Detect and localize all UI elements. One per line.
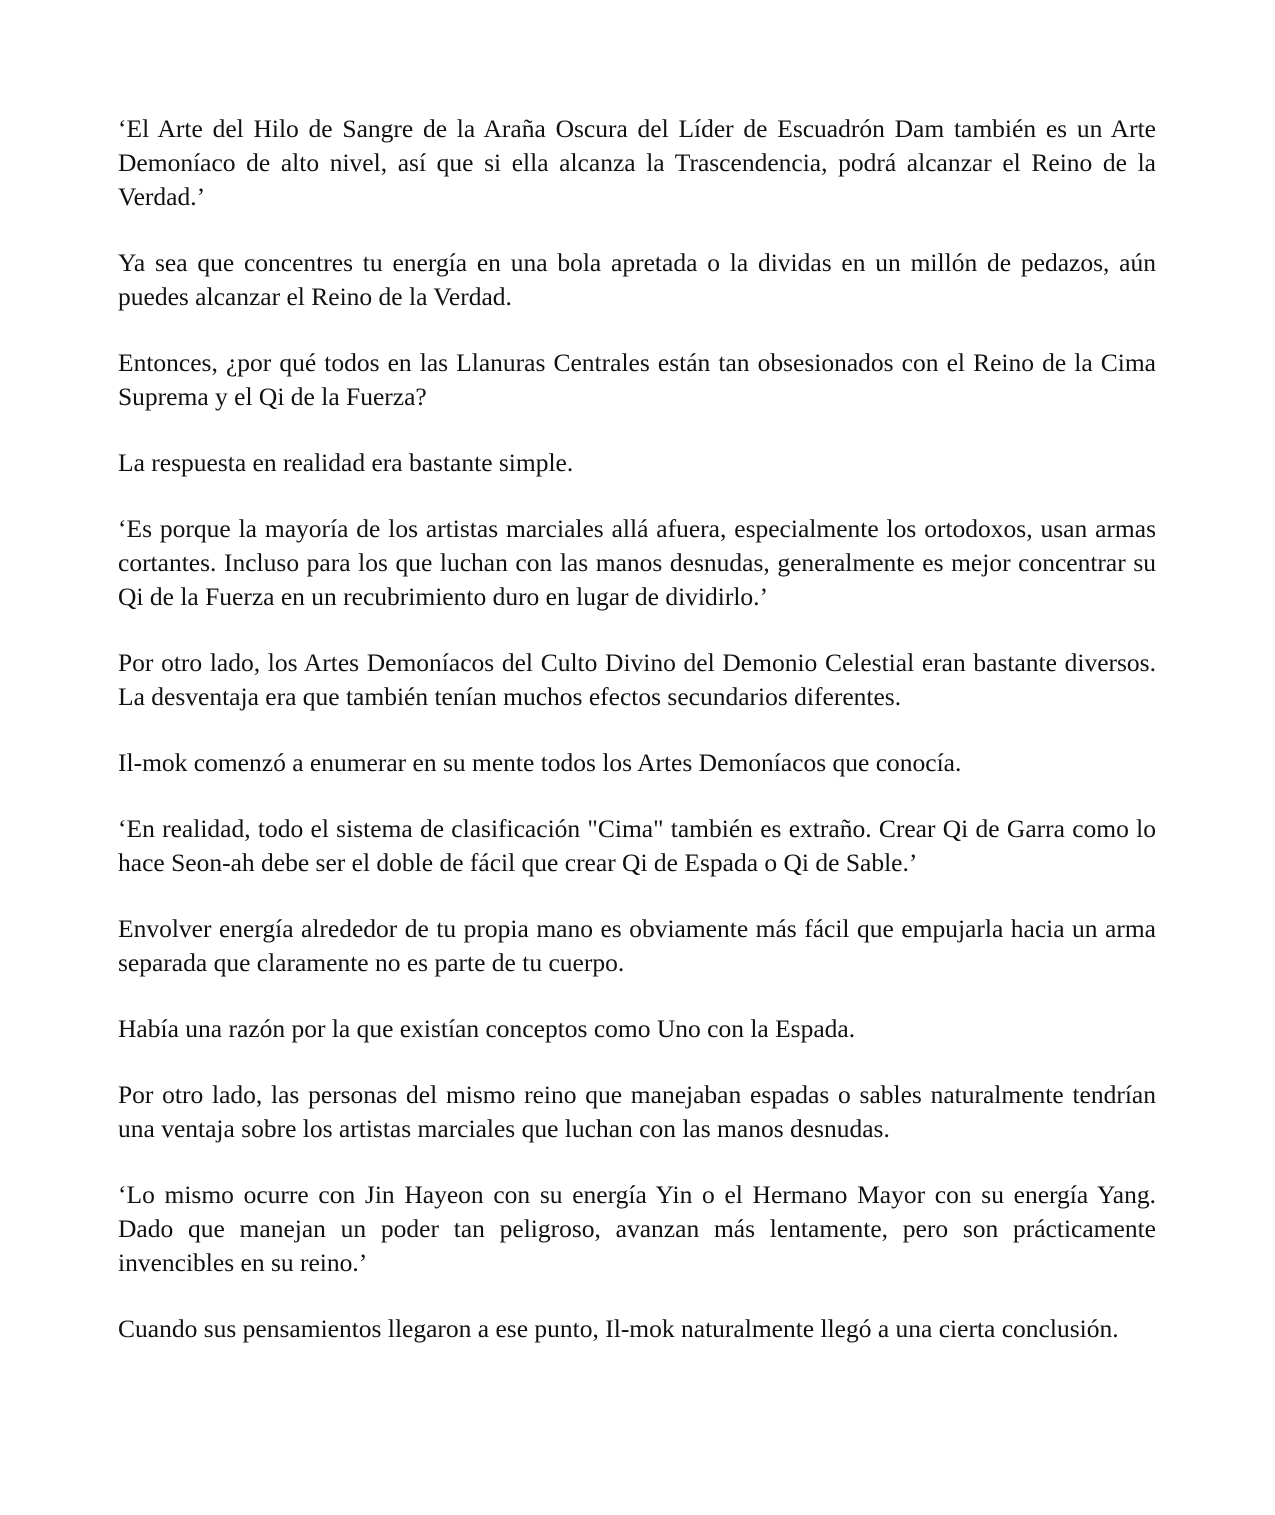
paragraph-7: Il-mok comenzó a enumerar en su mente todos los Artes Demoníacos que conocía. (118, 748, 962, 777)
paragraph-12: ‘Lo mismo ocurre con Jin Hayeon con su energía Yin o el Hermano Mayor con su energía Yang. Dado que manejan un poder tan peligroso, avanzan más lentamente, pero son prácticamente invencibles en su reino.’ (118, 1180, 1156, 1277)
paragraph-10: Había una razón por la que existían conceptos como Uno con la Espada. (118, 1014, 856, 1043)
paragraph-13: Cuando sus pensamientos llegaron a ese punto, Il-mok naturalmente llegó a una cierta conclusión. (118, 1314, 1119, 1343)
document-page (118, 112, 1156, 1346)
paragraph-9: Envolver energía alrededor de tu propia mano es obviamente más fácil que empujarla hacia un arma separada que claramente no es parte de tu cuerpo. (118, 914, 1156, 977)
paragraph-3: Entonces, ¿por qué todos en las Llanuras Centrales están tan obsesionados con el Reino de la Cima Suprema y el Qi de la Fuerza? (118, 348, 1156, 411)
paragraph-4: La respuesta en realidad era bastante simple. (118, 448, 574, 477)
paragraph-11: Por otro lado, las personas del mismo reino que manejaban espadas o sables naturalmente tendrían una ventaja sobre los artistas marciales que luchan con las manos desnudas. (118, 1080, 1156, 1143)
paragraph-5: ‘Es porque la mayoría de los artistas marciales allá afuera, especialmente los ortodoxos, usan armas cortantes. Incluso para los que luchan con las manos desnudas, generalmente es mejor concentrar su Qi de la Fuerza en un recubrimiento duro en lugar de dividirlo.’ (118, 514, 1156, 611)
paragraph-8: ‘En realidad, todo el sistema de clasificación "Cima" también es extraño. Crear Qi de Garra como lo hace Seon-ah debe ser el doble de fácil que crear Qi de Espada o Qi de Sable.’ (118, 814, 1156, 877)
paragraph-6: Por otro lado, los Artes Demoníacos del Culto Divino del Demonio Celestial eran bastante diversos. La desventaja era que también tenían muchos efectos secundarios diferentes. (118, 648, 1156, 711)
paragraph-2: Ya sea que concentres tu energía en una bola apretada o la dividas en un millón de pedazos, aún puedes alcanzar el Reino de la Verdad. (118, 248, 1156, 311)
paragraph-1: ‘El Arte del Hilo de Sangre de la Araña Oscura del Líder de Escuadrón Dam también es un Arte Demoníaco de alto nivel, así que si ella alcanza la Trascendencia, podrá alcanzar el Reino de la Verdad.’ (118, 114, 1156, 211)
